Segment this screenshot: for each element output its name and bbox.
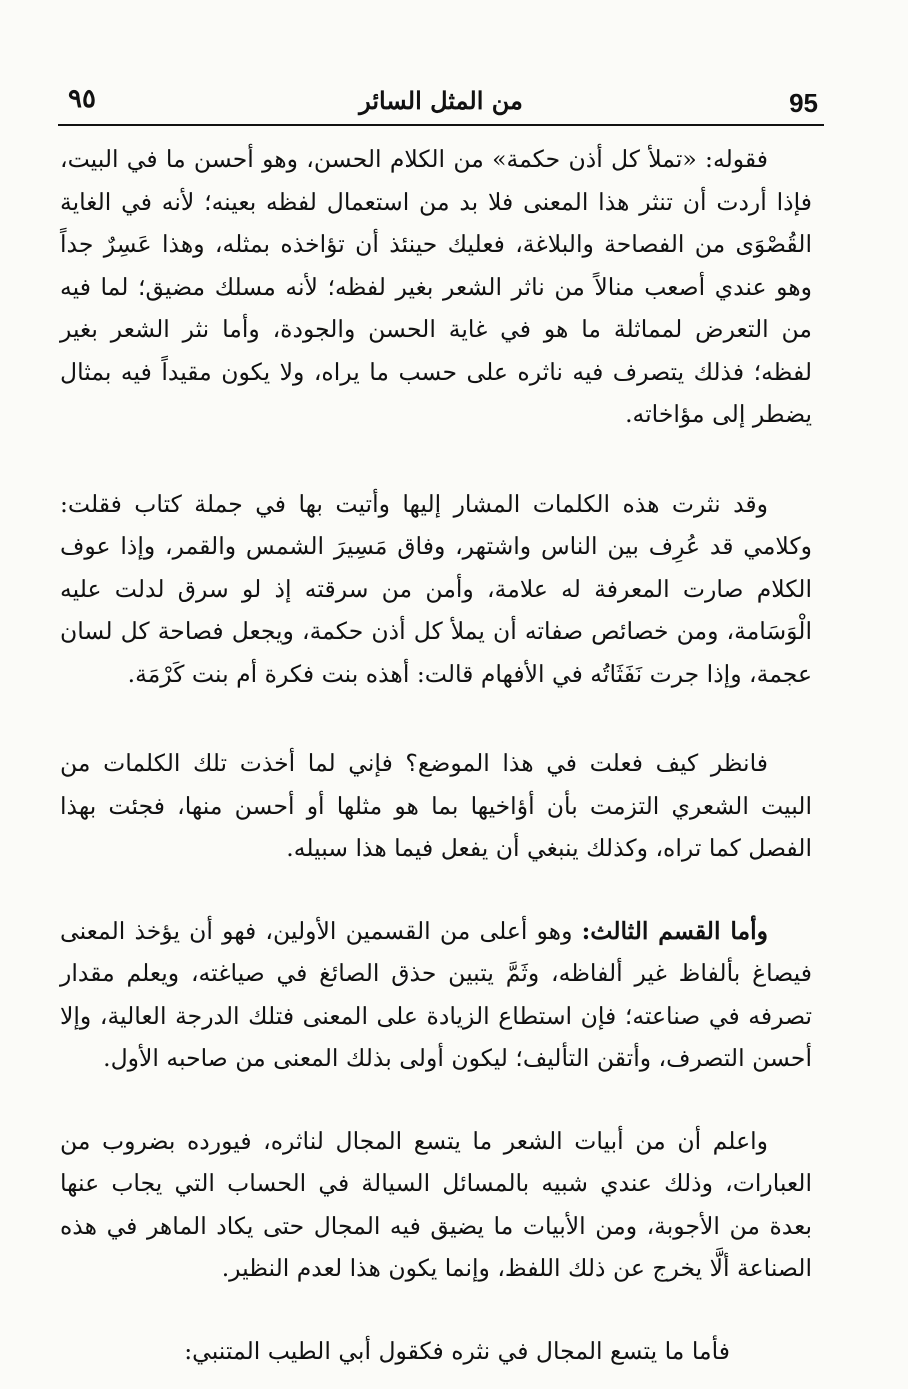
- paragraph-1: فقوله: «تملأ كل أذن حكمة» من الكلام الحسن، وهو أحسن ما في البيت، فإذا أردت أن تنثر هذا المعنى فلا بد من استعمال لفظه بعينه؛ لأنه في الغاية القُصْوَى من الفصاحة والبلاغة، فعليك حينئذ أن تؤاخذه بمثله، وهذا عَسِرٌ جداً وهو عندي أصعب منالاً من ناثر الشعر بغير لفظه؛ لأنه مسلك مضيق؛ لما فيه من التعرض لمماثلة ما هو في غاية الحسن والجودة، وأما نثر الشعر بغير لفظه؛ فذلك يتصرف فيه ناثره على حسب ما يراه، ولا يكون مقيداً فيه بمثال يضطر إلى مؤاخاته.: [60, 145, 812, 428]
- running-title: من المثل السائر: [359, 86, 523, 115]
- section-heading: وأما القسم الثالث:: [581, 916, 768, 945]
- page-header: [58, 78, 824, 126]
- paragraph-5: واعلم أن من أبيات الشعر ما يتسع المجال لناثره، فيورده بضروب من العبارات، وذلك عندي شبيه بالمسائل السيالة في الحساب التي يجاب عنها بعدة من الأجوبة، ومن الأبيات ما يضيق فيه المجال حتى يكاد الماهر في هذه الصناعة ألَّا يخرج عن ذلك اللفظ، وإنما يكون هذا لعدم النظير.: [60, 1126, 812, 1282]
- page-body: [60, 138, 812, 1372]
- paragraph-2: وقد نثرت هذه الكلمات المشار إليها وأتيت بها في جملة كتاب فقلت: وكلامي قد عُرِف بين الناس واشتهر، وفاق مَسِيرَ الشمس والقمر، وإذا عوف الكلام صارت المعرفة له علامة، وأمن من سرقته إذ لو سرق لدلت عليه الْوَسَامة، ومن خصائص صفاته أن يملأ كل أذن حكمة، ويجعل فصاحة كل لسان عجمة، وإذا جرت نَفَثَاتُه في الأفهام قالت: أهذه بنت فكرة أم بنت كَرْمَة.: [60, 489, 812, 688]
- page-number-arabic: ٩٥: [68, 84, 96, 114]
- paragraph-3: فانظر كيف فعلت في هذا الموضع؟ فإني لما أخذت تلك الكلمات من البيت الشعري التزمت بأن أؤاخيها بما هو مثلها أو أحسن منها، فجئت بهذا الفصل كما تراه، وكذلك ينبغي أن يفعل فيما هذا سبيله.: [60, 749, 812, 862]
- paragraph-4-text: وهو أعلى من القسمين الأولين، فهو أن يؤخذ المعنى فيصاغ بألفاظ غير ألفاظه، وثَمَّ يتبين حذق الصائغ في صياغته، ويعلم مقدار تصرفه في صناعته؛ فإن استطاع الزيادة على المعنى فتلك الدرجة العالية، وإلا أحسن التصرف، وأتقن التأليف؛ ليكون أولى بذلك المعنى من صاحبه الأول.: [60, 916, 812, 1072]
- page-number-latin: 95: [789, 88, 818, 118]
- paragraph-6: فأما ما يتسع المجال في نثره فكقول أبي الطيب المتنبي:: [184, 1336, 730, 1365]
- paragraph-4: [60, 910, 812, 1080]
